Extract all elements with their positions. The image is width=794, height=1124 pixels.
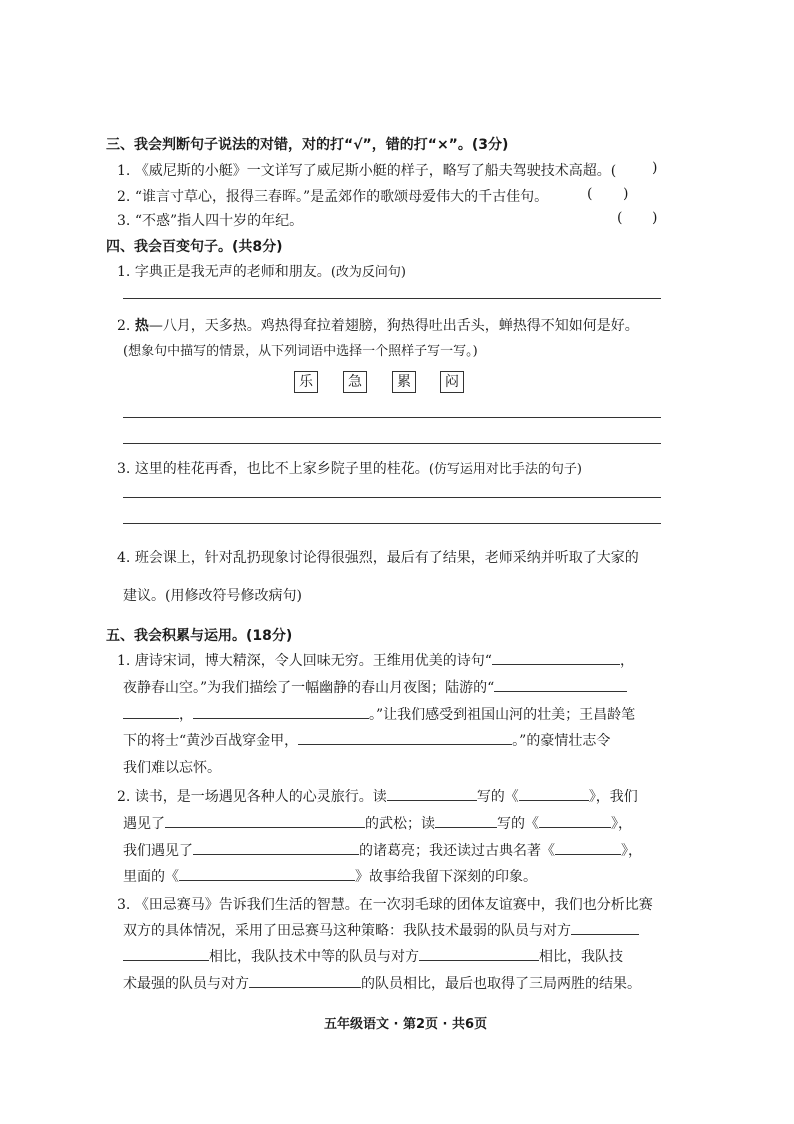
s5-q1-line-5: 我们难以忘怀。 — [123, 760, 221, 776]
blank[interactable] — [193, 840, 359, 855]
s3-item-2-paren[interactable]: ) — [623, 186, 629, 202]
blank[interactable] — [492, 650, 620, 665]
s3-item-1: 1. 《威尼斯的小艇》一文详写了威尼斯小艇的样子，略写了船夫驾驶技术高超。( — [117, 163, 617, 179]
s3-item-3-paren[interactable]: ) — [652, 210, 658, 226]
blank[interactable] — [555, 840, 621, 855]
blank[interactable] — [435, 813, 497, 828]
s5-q3-line-2: 双方的具体情况，采用了田忌赛马这种策略：我队技术最弱的队员与对方 — [123, 920, 639, 940]
section-5-title: 五、我会积累与运用。(18分) — [106, 628, 293, 644]
s4-q2: 2. 热—八月，天多热。鸡热得耷拉着翅膀，狗热得吐出舌头，蝉热得不知如何是好。 — [117, 318, 639, 334]
blank[interactable] — [179, 866, 355, 881]
blank[interactable] — [494, 677, 627, 692]
s5-q1-line-4: 下的将士“黄沙百战穿金甲， 。”的豪情壮志令 — [123, 730, 610, 750]
blank[interactable] — [123, 946, 209, 961]
blank[interactable] — [519, 786, 589, 801]
s4-q3-answer-line-2[interactable] — [123, 523, 661, 524]
s5-q1-line-2: 夜静春山空。”为我们描绘了一幅幽静的春山月夜图；陆游的“ — [123, 677, 627, 697]
s3-item-2-paren-open[interactable]: ( — [587, 186, 593, 202]
blank[interactable] — [419, 946, 539, 961]
blank[interactable] — [539, 813, 611, 828]
section-3-title: 三、我会判断句子说法的对错，对的打“√”，错的打“×”。(3分) — [106, 137, 509, 153]
s4-q3: 3. 这里的桂花再香，也比不上家乡院子里的桂花。(仿写运用对比手法的句子) — [117, 461, 582, 477]
blank[interactable] — [298, 730, 512, 745]
s4-q2-hint: (想象句中描写的情景，从下列词语中选择一个照样子写一写。) — [123, 344, 478, 359]
s3-item-3-paren-open[interactable]: ( — [617, 210, 623, 226]
s5-q2-line-1: 2. 读书，是一场遇见各种人的心灵旅行。读 写的《 》，我们 — [117, 786, 638, 806]
blank[interactable] — [249, 973, 361, 988]
s5-q3-line-4: 术最强的队员与对方 的队员相比，最后也取得了三局两胜的结果。 — [123, 973, 641, 993]
word-box-2[interactable]: 急 — [343, 371, 367, 393]
s4-q4-line-2: 建议。(用修改符号修改病句) — [123, 588, 302, 604]
s4-q1: 1. 字典正是我无声的老师和朋友。(改为反问句) — [117, 264, 406, 280]
section-4-title: 四、我会百变句子。(共8分) — [106, 239, 283, 255]
s5-q1-line-3: ， 。”让我们感受到祖国山河的壮美；王昌龄笔 — [123, 704, 635, 724]
s5-q3-line-3: 相比，我队技术中等的队员与对方 相比，我队技 — [123, 946, 623, 966]
page-footer: 五年级语文 · 第2页 · 共6页 — [324, 1017, 488, 1032]
blank[interactable] — [165, 813, 365, 828]
s4-q1-answer-line[interactable] — [123, 298, 661, 299]
s4-q4-line-1: 4. 班会课上，针对乱扔现象讨论得很强烈，最后有了结果，老师采纳并听取了大家的 — [117, 550, 639, 566]
s5-q1-line-1: 1. 唐诗宋词，博大精深，令人回味无穷。王维用优美的诗句“ ， — [117, 650, 634, 670]
word-box-3[interactable]: 累 — [392, 371, 416, 393]
s5-q2-line-3: 我们遇见了 的诸葛亮；我还读过古典名著《 》， — [123, 840, 642, 860]
s3-item-3: 3. “不惑”指人四十岁的年纪。 — [117, 213, 304, 229]
s4-q2-answer-line-2[interactable] — [123, 443, 661, 444]
word-box-1[interactable]: 乐 — [294, 371, 318, 393]
s3-item-1-paren[interactable]: ) — [652, 160, 658, 176]
word-box-4[interactable]: 闷 — [440, 371, 464, 393]
s4-q2-answer-line-1[interactable] — [123, 417, 661, 418]
blank[interactable] — [571, 920, 639, 935]
blank[interactable] — [193, 704, 369, 719]
s3-item-2: 2. “谁言寸草心，报得三春晖。”是孟郊作的歌颂母爱伟大的千古佳句。 — [117, 189, 549, 205]
s5-q2-line-2: 遇见了 的武松；读 写的《 》， — [123, 813, 632, 833]
blank[interactable] — [387, 786, 477, 801]
s4-q3-answer-line-1[interactable] — [123, 497, 661, 498]
blank[interactable] — [123, 704, 179, 719]
s5-q3-line-1: 3. 《田忌赛马》告诉我们生活的智慧。在一次羽毛球的团体友谊赛中，我们也分析比赛 — [117, 897, 653, 913]
s5-q2-line-4: 里面的《 》故事给我留下深刻的印象。 — [123, 866, 537, 886]
